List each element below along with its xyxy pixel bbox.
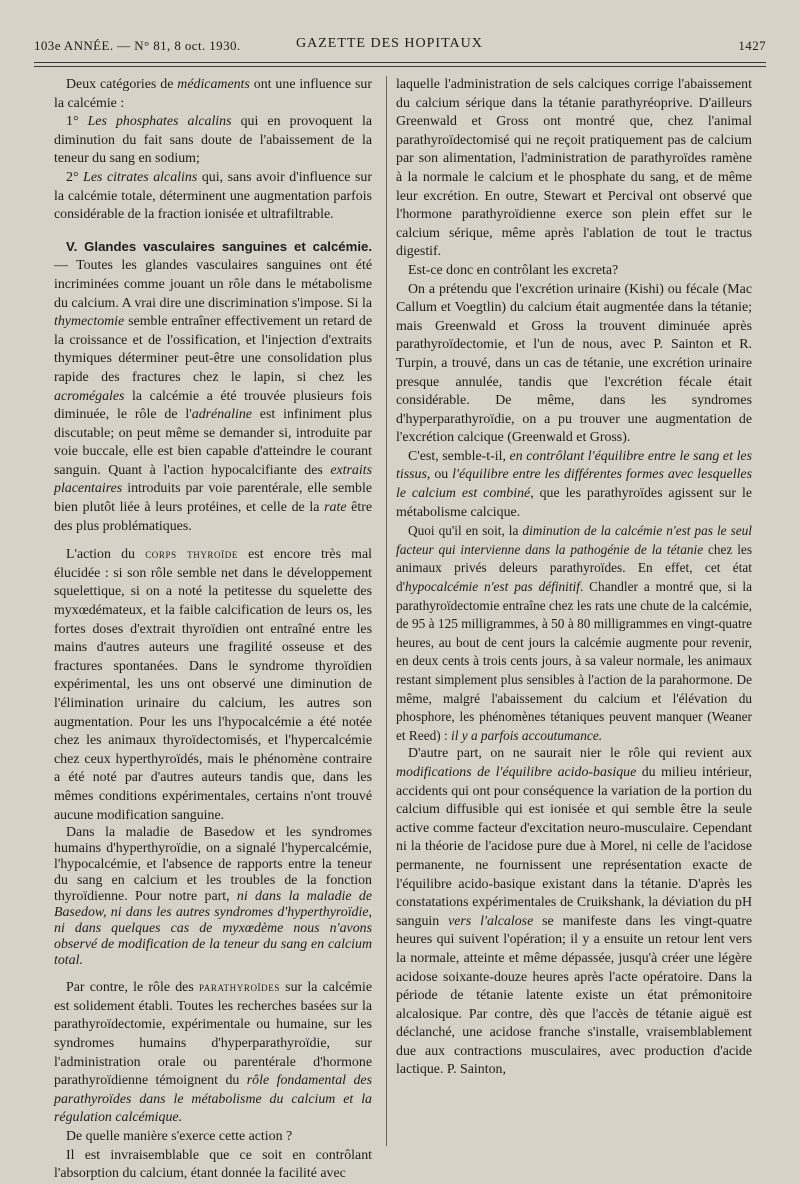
issue-line: 103e ANNÉE. — N° 81, 8 oct. 1930. (34, 38, 241, 53)
section-paragraph: V. Glandes vasculaires sanguines et calcémie. — Toutes les glandes vasculaires sanguines ont été incriminées comme jouant un rôle dans le métabolisme du calcium. A vrai dire une discrimination s'impose. Si la thymectomie semble entraîner effectivement un retard de la croissance et de l'ossification, et l'injection d'extraits thymiques déterminer peut-être une consolidation plus rapide des fractures chez le lapin, si chez les acromégales la calcémie a été trouvée plusieurs fois diminuée, le rôle de l'adrénaline est infiniment plus discutable; on peut même se demander si, introduite par voie buccale, elle est bien capable d'atteindre le courant sanguin. Quant à l'action hypocalcifiante des extraits placentaires introduits par voie parentérale, elle semble bien plutôt liée à leurs protéines, et celle de la rate être des plus problématiques. (54, 238, 373, 534)
paragraph: Quoi qu'il en soit, la diminution de la calcémie n'est pas le seul facteur qui intervienne dans la pathogénie de la tétanie chez les animaux privés deleurs parathyroïdes. En effet, cet état d'hypocalcémie n'est pas définitif. Chandler a montré que, si la parathyroïdectomie entraîne chez les rats une chute de la calcémie, de 95 à 125 milligrammes, à 50 à 80 milligrammes en vingt-quatre heures, au bout de cent jours la calcémie augmente pour revenir, en deux cents à trois cents jours, à sa valeur normale, les animaux restant simplement plus sensibles à l'action de la parahormone. De même, malgré l'abaissement du calcium et l'élévation du phosphore, les phénomènes tétaniques peuvent manquer (Weaner et Reed) : il y a parfois accoutumance. (396, 523, 753, 743)
section-heading: V. Glandes vasculaires sanguines et calcémie. (66, 238, 372, 254)
paragraph: laquelle l'administration de sels calciques corrige l'abaissement du calcium sérique dans la tétanie parathyréoprive. D'ailleurs Greenwald et Gross ont montré que, chez l'animal parathyroïdectomisé qui ne reçoit pratiquement pas de calcium par son alimentation, l'administration de parathyroïdes ramène à la normale le calcium et le phosphate du sang, et de même leur excrétion. En outre, Stewart et Percival ont observé que l'hormone parathyroïdienne exerce son plein effet sur le calcium sérique, même après l'ablation de tout le tractus digestif. (396, 77, 752, 260)
paragraph: De quelle manière s'exerce cette action ? (66, 1128, 293, 1144)
paragraph: Est-ce donc en contrôlant les excreta? (408, 262, 619, 278)
paragraph: Deux catégories de médicaments ont une influence sur la calcémie : (54, 77, 372, 111)
page-number: 1427 (738, 38, 766, 53)
header-rule-top (34, 62, 766, 63)
paragraph: 1° Les phosphates alcalins qui en provoquent la diminution du fait sans doute de l'abaissement de la teneur du sang en sodium; (54, 114, 372, 167)
column-divider (386, 76, 387, 1146)
left-column (54, 76, 372, 1184)
journal-title: GAZETTE DES HOPITAUX (296, 36, 483, 51)
paragraph: L'action du corps thyroïde est encore très mal élucidée : si son rôle semble net dans le développement squelettique, si on a noté la petitesse du squelette des myxœdémateux, et la faible calcification de leurs os, les fortes doses d'extrait thyroïdien ont entraîné entre les mains d'autres auteurs une fragilité osseuse et des fractures spontanées. Dans le syndrome thyroïdien expérimental, les uns ont observé une diminution de l'élimination urinaire du calcium, les autres son augmentation. Pour les uns l'hypocalcémie a été notée chez les animaux thyroïdectomisés, et l'hypercalcémie chez ceux hyperthyroïdés, mais le phénomène contraire a été noté par d'autres auteurs tandis que, dans les mêmes conditions expérimentales, certains n'ont trouvé aucune modification sanguine. (54, 547, 373, 823)
header-rule-bottom (34, 66, 766, 67)
paragraph: 2° Les citrates alcalins qui, sans avoir d'influence sur la calcémie totale, déterminent une augmentation parfois considérable de la fraction ionisée et ultrafiltrable. (54, 169, 372, 223)
paragraph: C'est, semble-t-il, en contrôlant l'équilibre entre le sang et les tissus, ou l'équilibre entre les différentes formes avec lesquelles le calcium est combiné, que les parathyroïdes agissent sur le métabolisme calcique. (396, 448, 752, 520)
paragraph: Par contre, le rôle des parathyroïdes sur la calcémie est solidement établi. Toutes les recherches basées sur la parathyroïdectomie, expérimentale ou humaine, sur les syndromes humains d'hyperparathyroïdie, sur l'administration orale ou parentérale d'hormone parathyroïdienne témoignent du rôle fondamental des parathyroïdes dans le métabolisme du calcium et la régulation calcémique. (54, 980, 372, 1126)
paragraph: On a prétendu que l'excrétion urinaire (Kishi) ou fécale (Mac Callum et Voegtlin) du calcium était augmentée dans la tétanie; mais Greenwald et Gross la trouvent diminuée après parathyroïdectomie, et l'un de nous, avec P. Sainton et R. Turpin, a trouvé, dans un cas de tétanie, une excrétion urinaire presque annulée, tandis que l'excrétion fécale était considérable. De même, dans les syndromes d'hyperparathyroïdie, on a pu trouver une augmentation de l'excrétion calcique (Greenwald et Gross). (396, 281, 752, 446)
right-column (396, 76, 752, 1080)
paragraph: Il est invraisemblable que ce soit en contrôlant l'absorption du calcium, étant donnée la facilité avec (54, 1147, 372, 1182)
running-header (34, 34, 766, 56)
paragraph: D'autre part, on ne saurait nier le rôle qui revient aux modifications de l'équilibre acido-basique du milieu intérieur, accidents qui ont pour conséquence la variation de la portion du calcium diffusible qui est ionisée et qui semble être la seule active comme facteur d'excitation neuro-musculaire. Cependant ni la théorie de l'acidose pure due à Morel, ni celle de l'acidose permanente, ne fournissent une représentation exacte de l'équilibre acido-basique existant dans la tétanie. D'après les constatations expérimentales de Cruikshank, la déviation du pH sanguin vers l'alcalose se manifeste dans les vingt-quatre heures qui suivent l'opération; il y a ensuite un retour lent vers la normale, atteinte et même dépassée, jusqu'à créer une légère acidose soixante-douze heures après l'acte opératoire. Dans la période de tétanie latente existe un état prémonitoire alcalosique. Par contre, dès que l'accès de tétanie aiguë est déclanché, une acidose franche s'installe, vraisemblablement due aux contractions musculaires, avec production d'acide lactique. P. Sainton, (396, 746, 752, 1078)
paragraph: Dans la maladie de Basedow et les syndromes humains d'hyperthyroïdie, on a signalé l'hypercalcémie, l'hypocalcémie, et l'absence de rapports entre la teneur du sang en calcium et les troubles de la fonction thyroïdienne. Pour notre part, ni dans la maladie de Basedow, ni dans les autres syndromes d'hyperthyroïdie, ni dans quelques cas de myxœdème nous n'avons observé de modification de la teneur du sang en calcium total. (54, 825, 372, 969)
